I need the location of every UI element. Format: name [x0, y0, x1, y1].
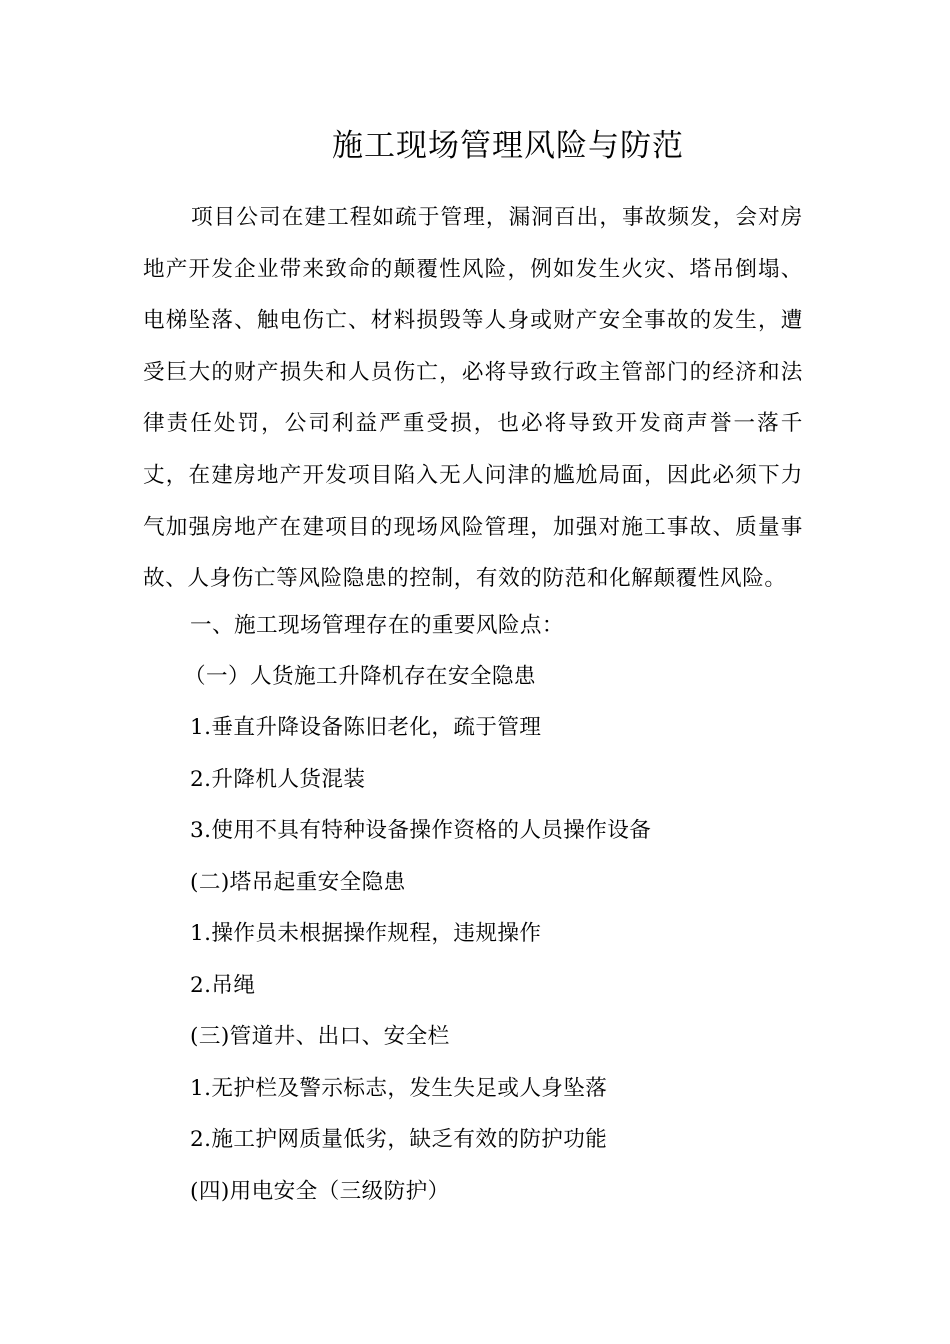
list-item: 2.施工护网质量低劣，缺乏有效的防护功能 [190, 1127, 608, 1152]
subsection-heading-shaft: (三)管道井、出口、安全栏 [190, 1024, 450, 1049]
list-item: 3.使用不具有特种设备操作资格的人员操作设备 [190, 818, 652, 843]
subsection-heading-elevator: （一）人货施工升降机存在安全隐患 [184, 664, 536, 689]
section-heading-risks: 一、施工现场管理存在的重要风险点： [190, 613, 564, 638]
list-item: 1.无护栏及警示标志，发生失足或人身坠落 [190, 1076, 608, 1101]
subsection-heading-crane: (二)塔吊起重安全隐患 [190, 870, 406, 895]
intro-paragraph: 项目公司在建工程如疏于管理，漏洞百出，事故频发，会对房地产开发企业带来致命的颠覆性风险，例如发生火灾、塔吊倒塌、电梯坠落、触电伤亡、材料损毁等人身或财产安全事故的发生，遭受巨大的财产损失和人员伤亡，必将导致行政主管部门的经济和法律责任处罚，公司利益严重受损，也必将导致开发商声誉一落千丈，在建房地产开发项目陷入无人问津的尴尬局面，因此必须下力气加强房地产在建项目的现场风险管理，加强对施工事故、质量事故、人身伤亡等风险隐患的控制，有效的防范和化解颠覆性风险。 [143, 205, 803, 592]
list-item: 2.升降机人货混装 [190, 767, 366, 792]
list-item: 2.吊绳 [190, 973, 256, 998]
subsection-heading-electricity: (四)用电安全（三级防护） [190, 1179, 450, 1204]
document-title: 施工现场管理风险与防范 [332, 128, 684, 164]
list-item: 1.操作员未根据操作规程，违规操作 [190, 921, 542, 946]
list-item: 1.垂直升降设备陈旧老化，疏于管理 [190, 715, 542, 740]
